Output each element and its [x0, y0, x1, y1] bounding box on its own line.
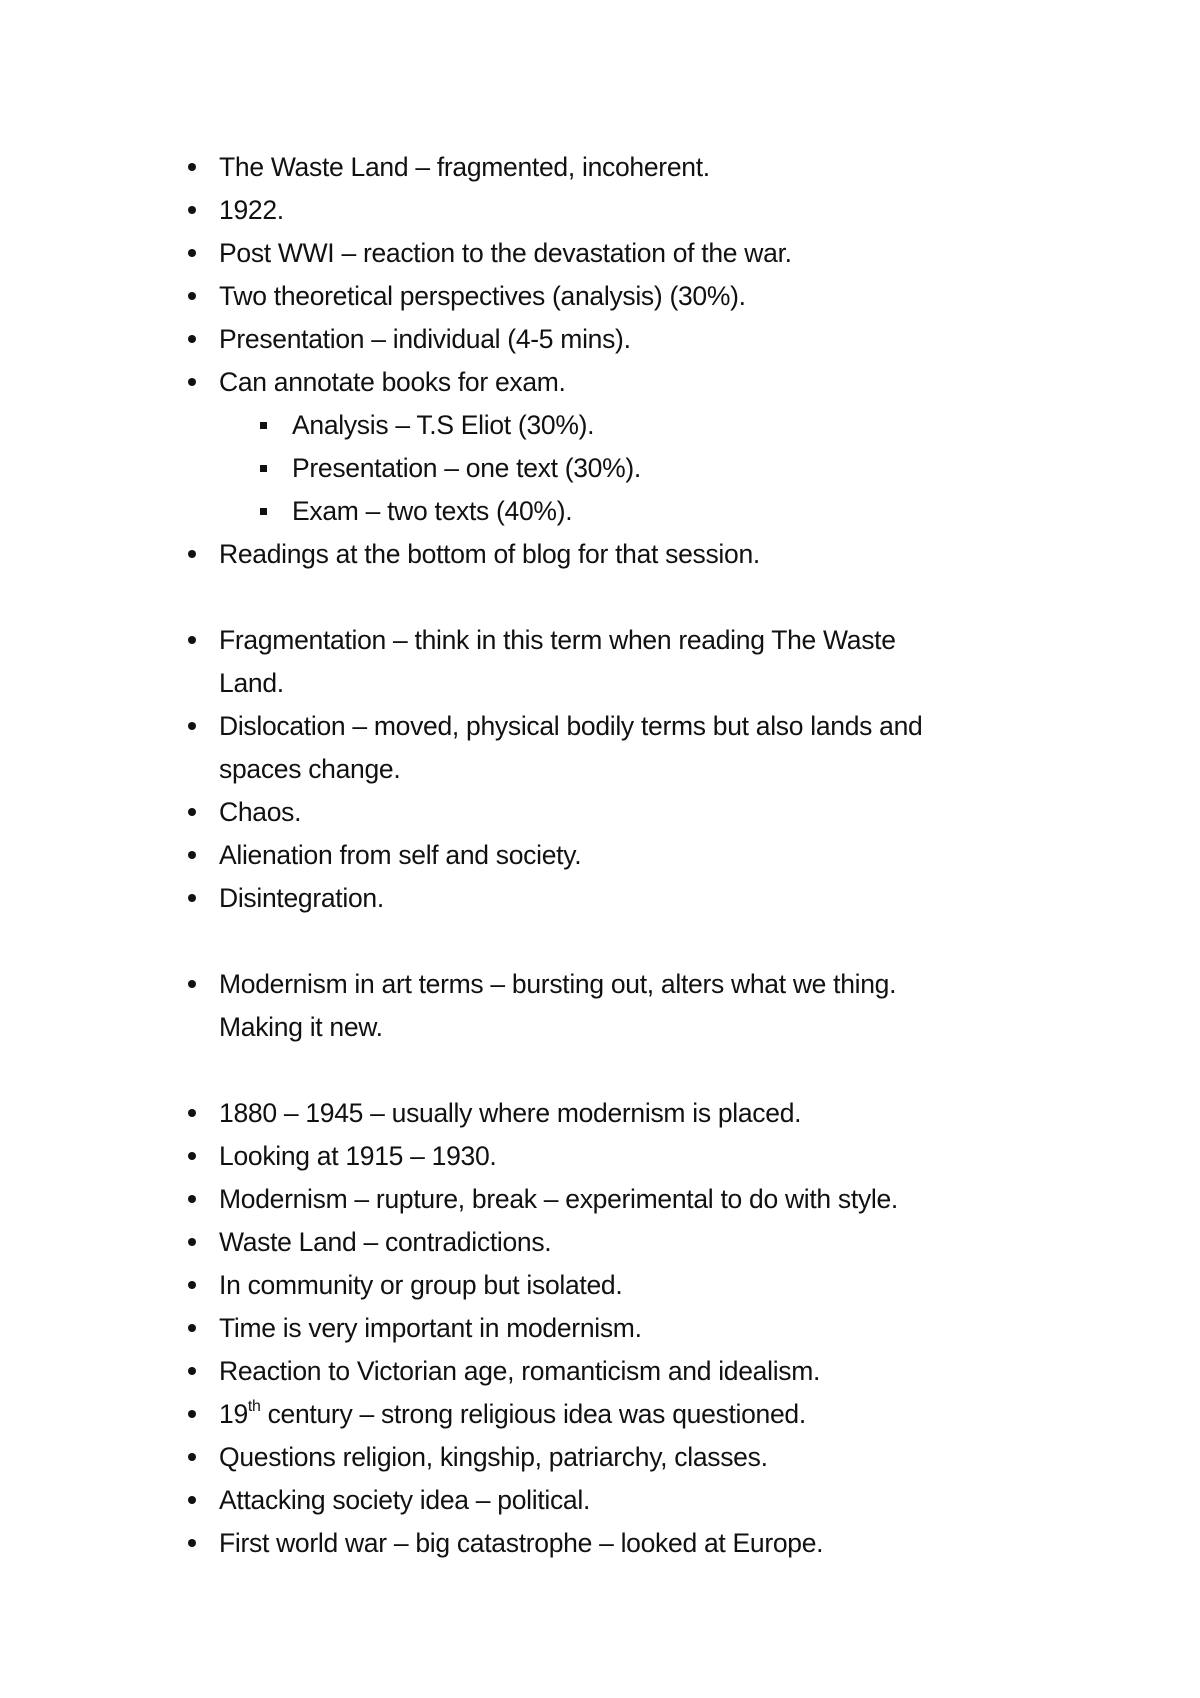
- sub-list-item: Exam – two texts (40%).: [219, 490, 1039, 533]
- list-item: Waste Land – contradictions.: [219, 1221, 1039, 1264]
- list-item: 1922.: [219, 189, 1039, 232]
- list-item: Presentation – individual (4-5 mins).: [219, 318, 1039, 361]
- list-item-line: Fragmentation – think in this term when reading The Waste: [219, 625, 896, 655]
- century-text: century – strong religious idea was questioned.: [260, 1399, 806, 1429]
- list-item: [219, 705, 1039, 791]
- list-item: Disintegration.: [219, 877, 1039, 920]
- century-number: 19: [219, 1399, 248, 1429]
- list-item: Reaction to Victorian age, romanticism and idealism.: [219, 1350, 1039, 1393]
- list-item: Questions religion, kingship, patriarchy, classes.: [219, 1436, 1039, 1479]
- list-item-line: Making it new.: [219, 1012, 383, 1042]
- section-gap: [219, 1049, 1039, 1092]
- list-item: Looking at 1915 – 1930.: [219, 1135, 1039, 1178]
- sub-list-item: Analysis – T.S Eliot (30%).: [219, 404, 1039, 447]
- list-item: Alienation from self and society.: [219, 834, 1039, 877]
- list-item-line: Dislocation – moved, physical bodily terms but also lands and: [219, 711, 923, 741]
- list-item: First world war – big catastrophe – looked at Europe.: [219, 1522, 1039, 1565]
- list-item: Chaos.: [219, 791, 1039, 834]
- list-item: The Waste Land – fragmented, incoherent.: [219, 146, 1039, 189]
- list-item: Modernism – rupture, break – experimental to do with style.: [219, 1178, 1039, 1221]
- list-item: [219, 963, 1039, 1049]
- list-item: Time is very important in modernism.: [219, 1307, 1039, 1350]
- list-item-line: spaces change.: [219, 754, 401, 784]
- list-item-line: Land.: [219, 668, 284, 698]
- list-item: 1880 – 1945 – usually where modernism is placed.: [219, 1092, 1039, 1135]
- list-item: Attacking society idea – political.: [219, 1479, 1039, 1522]
- list-item: [219, 619, 1039, 705]
- list-item: Readings at the bottom of blog for that session.: [219, 533, 1039, 576]
- sub-list-item: Presentation – one text (30%).: [219, 447, 1039, 490]
- list-item: Post WWI – reaction to the devastation of the war.: [219, 232, 1039, 275]
- list-item: Two theoretical perspectives (analysis) (30%).: [219, 275, 1039, 318]
- notes-list: [219, 146, 1039, 1565]
- list-item-line: Modernism in art terms – bursting out, alters what we thing.: [219, 969, 897, 999]
- list-item: [219, 1393, 1039, 1436]
- list-item: In community or group but isolated.: [219, 1264, 1039, 1307]
- section-gap: [219, 576, 1039, 619]
- section-gap: [219, 920, 1039, 963]
- list-item: Can annotate books for exam.: [219, 361, 1039, 404]
- ordinal-suffix: th: [247, 1398, 261, 1416]
